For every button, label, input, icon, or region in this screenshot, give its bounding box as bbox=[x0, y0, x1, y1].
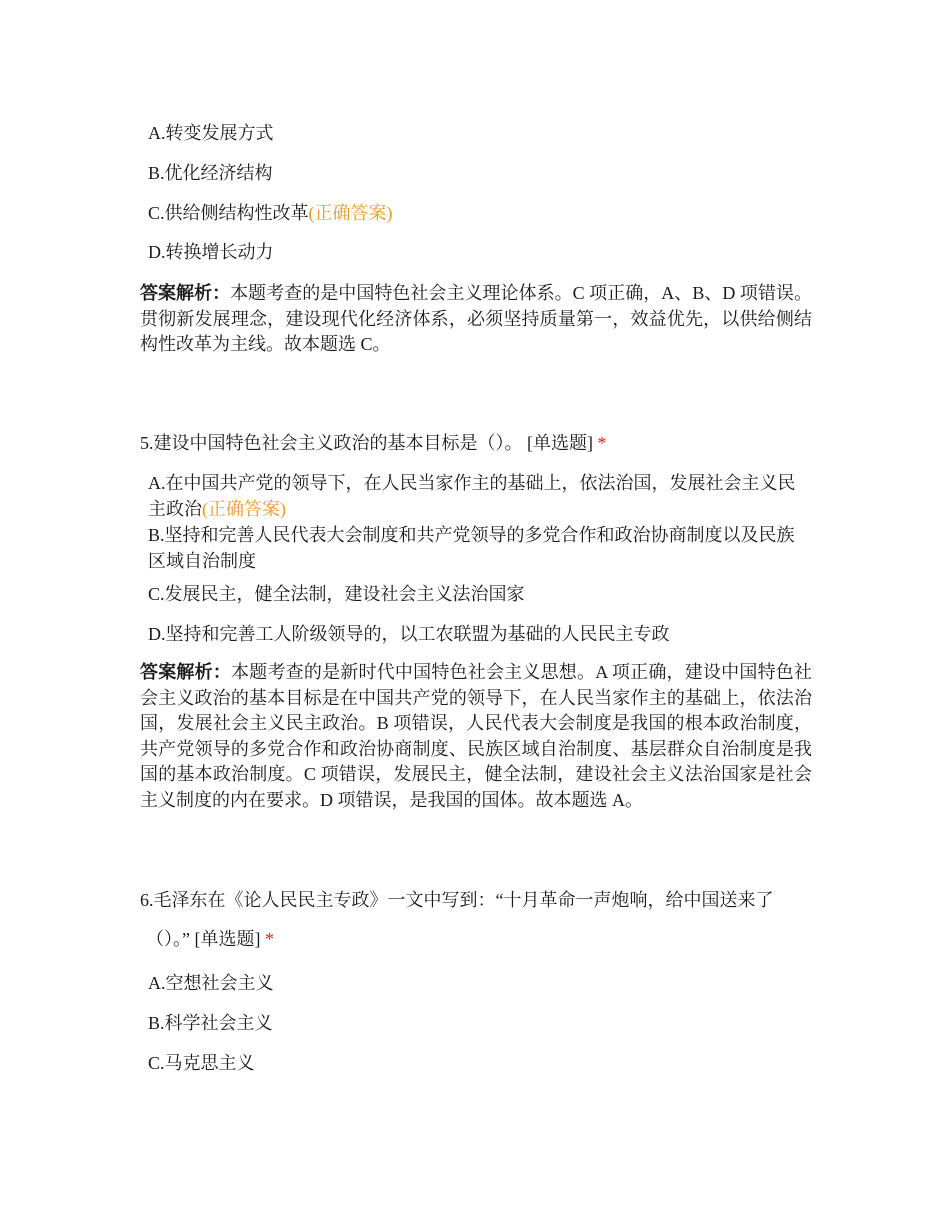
q5-type-label: [单选题] bbox=[527, 433, 593, 453]
q6-option-c[interactable] bbox=[148, 1050, 808, 1076]
q4-correct-answer-tag: (正确答案) bbox=[308, 203, 393, 223]
q6-option-b[interactable] bbox=[148, 1010, 808, 1036]
q5-option-b-text: B.坚持和完善人民代表大会制度和共产党领导的多党合作和政治协商制度以及民族区域自治制度 bbox=[148, 525, 795, 571]
q5-required-star: * bbox=[597, 433, 607, 453]
q4-option-a-text: A.转变发展方式 bbox=[148, 123, 274, 143]
q6-type-label: [单选题] bbox=[194, 929, 261, 949]
q4-option-d[interactable] bbox=[148, 239, 808, 265]
q5-option-b[interactable] bbox=[148, 522, 808, 574]
q5-analysis-text: 本题考查的是新时代中国特色社会主义思想。A 项正确，建设中国特色社会主义政治的基本目标是在中国共产党的领导下，在人民当家作主的基础上，依法治国，发展社会主义民主政治。B 项错误，人民代表大会制度是我国的根本政治制度，共产党领导的多党合作和政治协商制度、民族区域自治制度、基层群众自治制度是我国的基本政治制度。C 项错误，发展民主，健全法制，建设社会主义法治国家是社会主义制度的内在要求。D 项错误，是我国的国体。故本题选 A。 bbox=[140, 662, 812, 810]
q4-option-b-text: B.优化经济结构 bbox=[148, 163, 273, 183]
q5-option-a[interactable] bbox=[148, 470, 808, 522]
q4-option-c[interactable] bbox=[148, 200, 808, 226]
q5-correct-answer-tag: (正确答案) bbox=[202, 499, 286, 519]
q4-analysis-label: 答案解析： bbox=[140, 283, 231, 303]
q6-option-a[interactable] bbox=[148, 970, 808, 996]
q5-option-d[interactable] bbox=[148, 621, 808, 647]
q5-option-a-text: A.在中国共产党的领导下，在人民当家作主的基础上，依法治国，发展社会主义民主政治 bbox=[148, 473, 796, 519]
q4-option-c-text: C.供给侧结构性改革 bbox=[148, 203, 309, 223]
q4-option-d-text: D.转换增长动力 bbox=[148, 242, 274, 262]
q5-answer-analysis bbox=[140, 660, 812, 813]
q5-option-c[interactable] bbox=[148, 581, 808, 607]
q5-question bbox=[140, 430, 812, 456]
q6-question-line1: 6.毛泽东在《论人民民主专政》一文中写到：“十月革命一声炮响，给中国送来了 bbox=[140, 890, 774, 910]
q5-question-text: 5.建设中国特色社会主义政治的基本目标是（）。 bbox=[140, 433, 523, 453]
q6-question-line2: （）。” bbox=[146, 929, 190, 949]
q4-answer-analysis bbox=[140, 281, 812, 358]
q5-option-d-text: D.坚持和完善工人阶级领导的，以工农联盟为基础的人民民主专政 bbox=[148, 624, 670, 644]
q6-option-c-text: C.马克思主义 bbox=[148, 1053, 255, 1073]
q6-required-star: * bbox=[265, 929, 274, 949]
q6-question-line2-row bbox=[140, 926, 812, 952]
q5-option-c-text: C.发展民主，健全法制，建设社会主义法治国家 bbox=[148, 584, 525, 604]
q6-option-b-text: B.科学社会主义 bbox=[148, 1013, 273, 1033]
q6-question bbox=[140, 887, 812, 952]
q6-option-a-text: A.空想社会主义 bbox=[148, 973, 274, 993]
q5-analysis-label: 答案解析： bbox=[140, 662, 232, 682]
q4-analysis-text: 本题考查的是中国特色社会主义理论体系。C 项正确，A、B、D 项错误。贯彻新发展理念，建设现代化经济体系，必须坚持质量第一，效益优先，以供给侧结构性改革为主线。故本题选 C。 bbox=[140, 283, 812, 354]
q4-option-b[interactable] bbox=[148, 160, 808, 186]
q4-option-a[interactable] bbox=[148, 120, 808, 146]
